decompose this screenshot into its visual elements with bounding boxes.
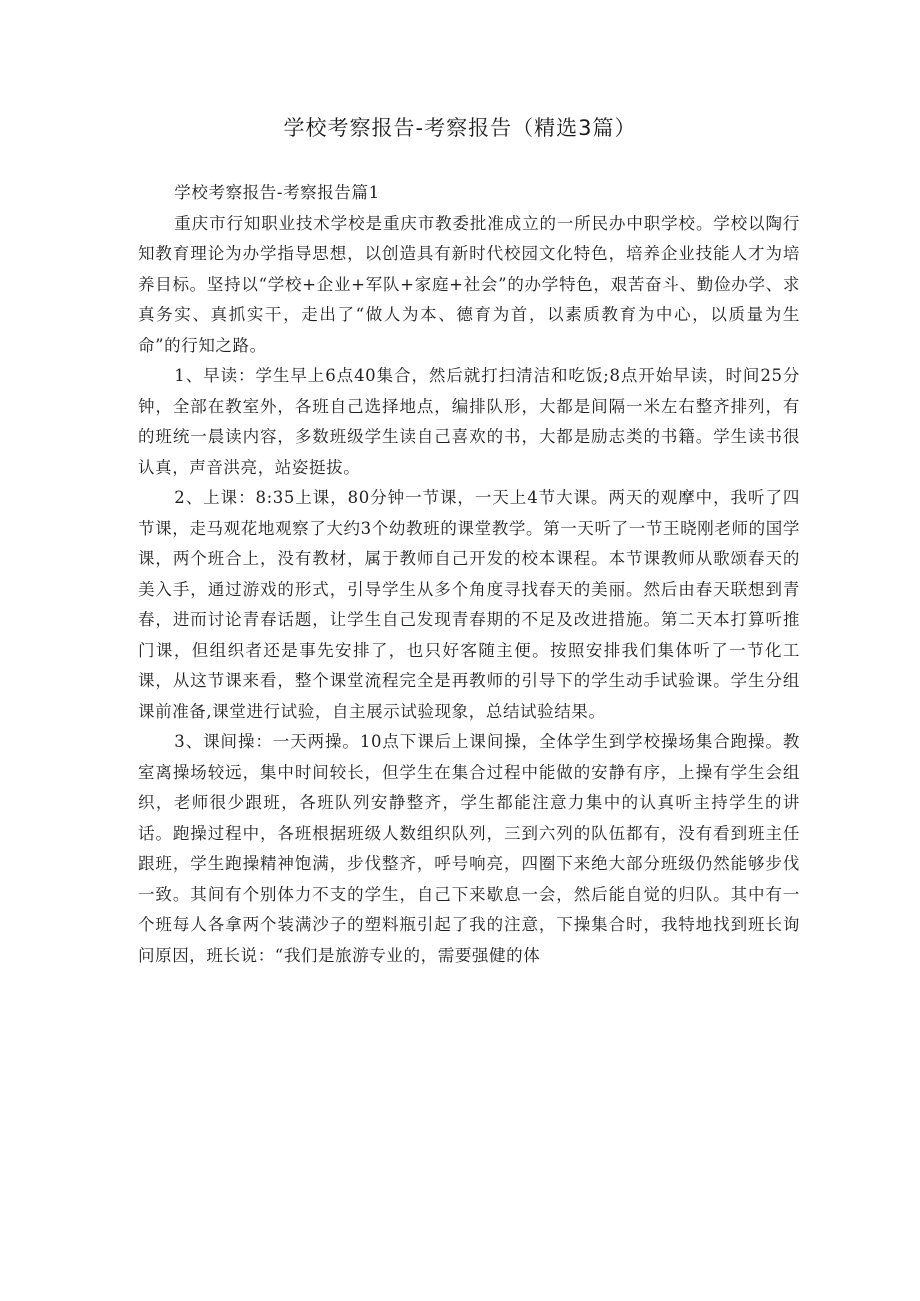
section-heading: 学校考察报告-考察报告篇1	[174, 183, 380, 202]
document-body	[138, 178, 800, 971]
paragraph-classes: 2、上课：8:35上课，80分钟一节课，一天上4节大课。两天的观摩中，我听了四节课，走马观花地观察了大约3个幼教班的课堂教学。第一天听了一节王晓刚老师的国学课，两个班合上，没有教材，属于教师自己开发的校本课程。本节课教师从歌颂春天的美入手，通过游戏的形式，引导学生从多个角度寻找春天的美丽。然后由春天联想到青春，进而讨论青春话题，让学生自己发现青春期的不足及改进措施。第二天本打算听推门课，但组织者还是事先安排了，也只好客随主便。按照安排我们集体听了一节化工课，从这节课来看，整个课堂流程完全是再教师的引导下的学生动手试验课。学生分组课前准备,课堂进行试验，自主展示试验现象，总结试验结果。	[138, 488, 800, 721]
paragraph-exercise: 3、课间操：一天两操。10点下课后上课间操，全体学生到学校操场集合跑操。教室离操场较远，集中时间较长，但学生在集合过程中能做的安静有序，上操有学生会组织，老师很少跟班，各班队列安静整齐，学生都能注意力集中的认真听主持学生的讲话。跑操过程中，各班根据班级人数组织队列，三到六列的队伍都有，没有看到班主任跟班，学生跑操精神饱满，步伐整齐，呼号响亮，四圈下来绝大部分班级仍然能够步伐一致。其间有个别体力不支的学生，自己下来歇息一会，然后能自觉的归队。其中有一个班每人各拿两个装满沙子的塑料瓶引起了我的注意，下操集合时，我特地找到班长询问原因，班长说：“我们是旅游专业的，需要强健的体	[138, 732, 800, 965]
paragraph-intro: 重庆市行知职业技术学校是重庆市教委批准成立的一所民办中职学校。学校以陶行知教育理论为办学指导思想，以创造具有新时代校园文化特色，培养企业技能人才为培养目标。坚持以“学校+企业+军队+家庭+社会”的办学特色，艰苦奋斗、勤俭办学、求真务实、真抓实干，走出了“做人为本、德育为首，以素质教育为中心，以质量为生命”的行知之路。	[138, 213, 800, 355]
paragraph-morning-reading: 1、早读：学生早上6点40集合，然后就打扫清洁和吃饭;8点开始早读，时间25分钟，全部在教室外，各班自己选择地点，编排队形，大都是间隔一米左右整齐排列，有的班统一晨读内容，多数班级学生读自己喜欢的书，大都是励志类的书籍。学生读书很认真，声音洪亮，站姿挺拔。	[138, 366, 800, 477]
document-title: 学校考察报告-考察报告（精选3篇）	[283, 116, 637, 140]
